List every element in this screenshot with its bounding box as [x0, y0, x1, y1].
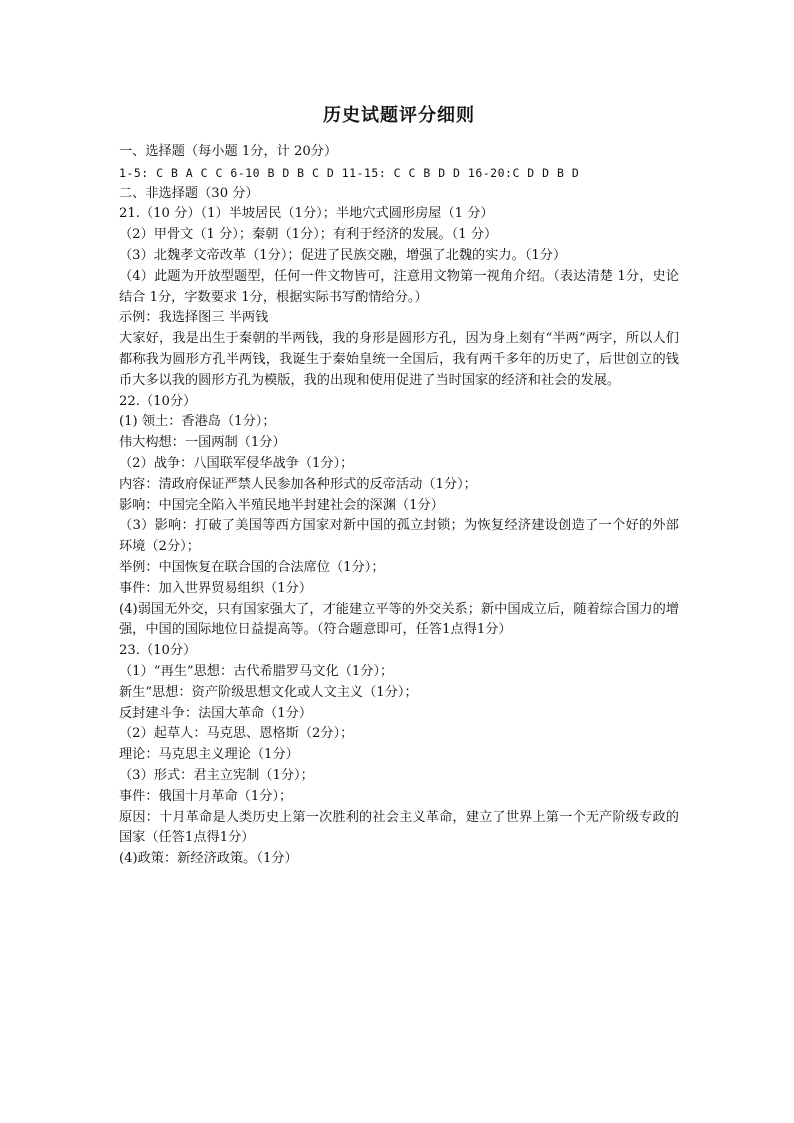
text-line: 原因：十月革命是人类历史上第一次胜利的社会主义革命，建立了世界上第一个无产阶级专政的国家（任答1点得1分） — [119, 809, 679, 846]
text-line: （1）“再生”思想：古代希腊罗马文化（1分）； — [119, 663, 394, 679]
text-line: 理论：马克思主义理论（1分） — [119, 747, 299, 763]
text-line: 21.（10 分）（1）半坡居民（1分）；半地穴式圆形房屋（1 分） — [119, 206, 494, 222]
text-line: 伟大构想：一国两制（1分） — [119, 435, 286, 451]
text-line: 二、非选择题（30 分） — [119, 185, 259, 201]
text-line: 举例：中国恢复在联合国的合法席位（1分）； — [119, 559, 385, 575]
text-line: 事件：俄国十月革命（1分）； — [119, 788, 293, 804]
text-line: 示例：我选择图三 半两钱 — [119, 310, 269, 326]
document-body — [119, 142, 679, 870]
text-line: （2）战争：八国联军侵华战争（1分）； — [119, 455, 354, 471]
text-line: 22.（10分） — [119, 393, 197, 409]
text-line: 1-5: C B A C C 6-10 B D B C D 11-15: C C B D D 16-20:C D D B D — [119, 165, 580, 180]
document-title: 历史试题评分细则 — [323, 105, 475, 126]
text-line: 影响：中国完全陷入半殖民地半封建社会的深渊（1分） — [119, 497, 444, 513]
text-line: (1) 领土：香港岛（1分）； — [119, 414, 276, 430]
text-line: （3）影响：打破了美国等西方国家对新中国的孤立封锁；为恢复经济建设创造了一个好的外部环境（2分）； — [119, 518, 679, 555]
document-page — [119, 104, 679, 870]
text-line: 事件：加入世界贸易组织（1分） — [119, 580, 313, 596]
text-line: 新生”思想：资产阶级思想文化或人文主义（1分）； — [119, 684, 418, 700]
text-line: 内容：清政府保证严禁人民参加各种形式的反帝活动（1分）； — [119, 476, 477, 492]
text-line: （3）北魏孝文帝改革（1分）；促进了民族交融，增强了北魏的实力。（1分） — [119, 247, 567, 263]
text-line: 23.（10分） — [119, 643, 197, 659]
text-line: 大家好，我是出生于秦朝的半两钱，我的身形是圆形方孔，因为身上刻有“半两”两字，所以人们都称我为圆形方孔半两钱，我诞生于秦始皇统一全国后，我有两千多年的历史了，后世创立的钱币大多以我的圆形方孔为模版，我的出现和使用促进了当时国家的经济和社会的发展。 — [119, 331, 679, 388]
text-line: （2）甲骨文（1 分）；秦朝（1分）；有利于经济的发展。（1 分） — [119, 227, 498, 243]
text-line: （3）形式：君主立宪制（1分）； — [119, 767, 314, 783]
text-line: （2）起草人：马克思、恩格斯（2分）； — [119, 726, 354, 742]
text-line: （4）此题为开放型题型，任何一件文物皆可，注意用文物第一视角介绍。（表达清楚 1分，史论结合 1分，字数要求 1分，根据实际书写酌情给分。） — [119, 268, 679, 305]
text-line: (4)政策：新经济政策。（1分） — [119, 851, 298, 867]
text-line: 一、选择题（每小题 1分，计 20分） — [119, 144, 338, 159]
text-line: (4)弱国无外交，只有国家强大了，才能建立平等的外交关系；新中国成立后，随着综合国力的增强，中国的国际地位日益提高等。（符合题意即可，任答1点得1分） — [119, 601, 679, 638]
text-line: 反封建斗争：法国大革命（1分） — [119, 705, 313, 721]
